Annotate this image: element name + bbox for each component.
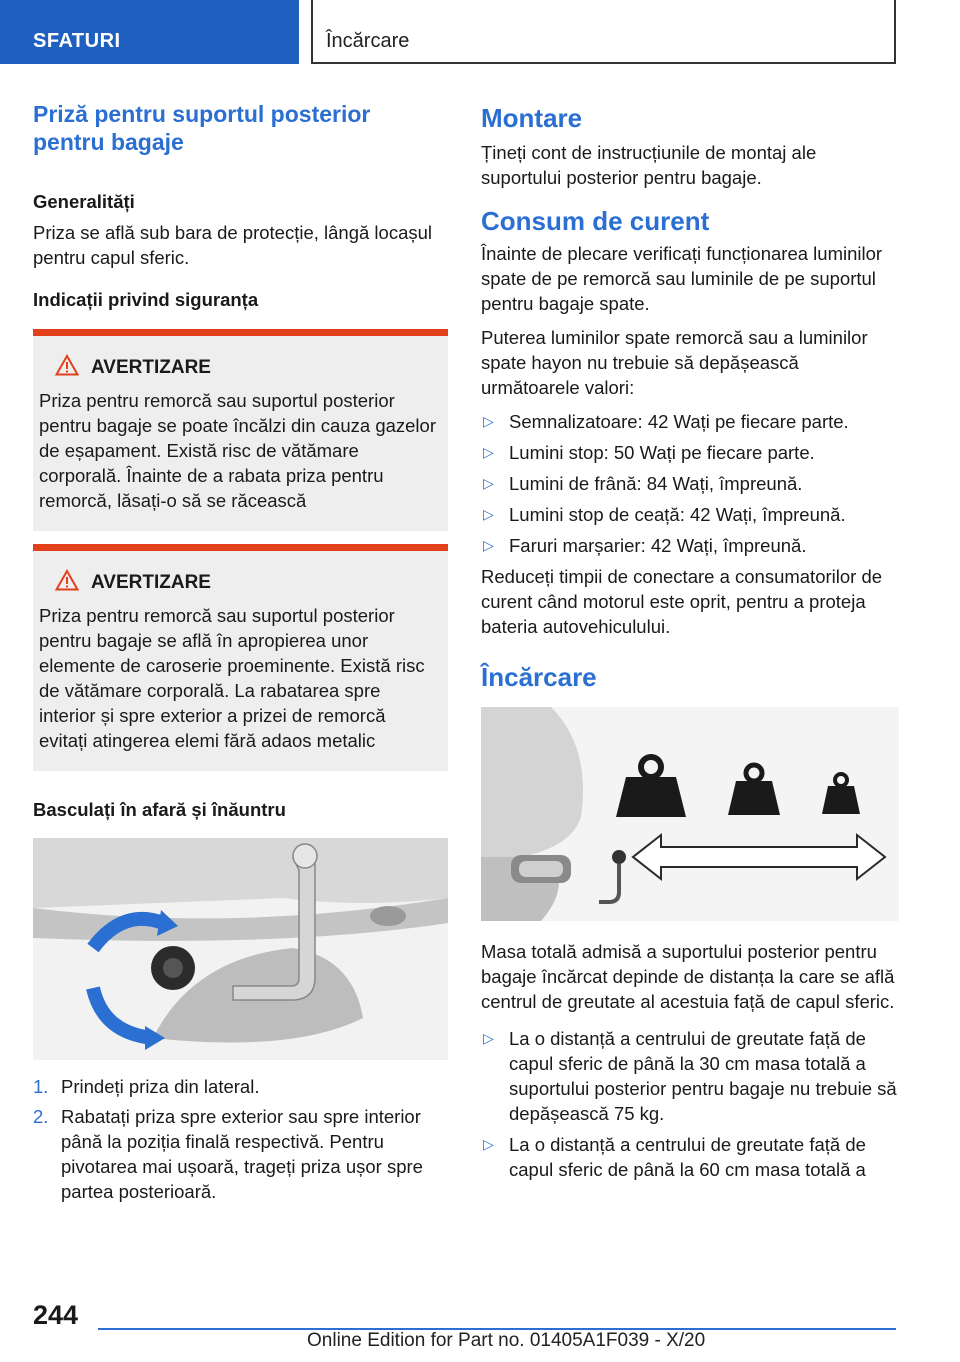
triangle-bullet-icon: ▷: [483, 413, 494, 429]
general-text: Priza se află sub bara de protecție, lângă locașul pentru capul sferic.: [33, 222, 433, 268]
load-distance-illustration: [481, 707, 899, 921]
triangle-bullet-icon: ▷: [483, 506, 494, 522]
power-text-3: Reduceți timpii de conectare a consumatorilor de curent când motorul este oprit, pentru a proteja bateria autovehiculului.: [481, 566, 883, 637]
chapter-tab: [311, 0, 896, 64]
power-text-1: Înainte de plecare verificați funcționarea luminilor spate de pe remorcă sau luminile de pe suportul pentru bagaje spate.: [481, 243, 883, 314]
triangle-bullet-icon: ▷: [483, 1136, 494, 1152]
warning-triangle-icon: [55, 569, 79, 597]
right-column: [481, 100, 899, 1188]
warning-text: Priza pentru remorcă sau suportul posterior pentru bagaje se poate încălzi din cauza gazelor de eșapament. Există risc de vătămare corporală. Înainte de a rabata priza pentru remorcă, lăsați-o să se răcească: [39, 390, 436, 511]
left-column: [33, 100, 448, 1209]
section-label: SFATURI: [33, 30, 121, 52]
triangle-bullet-icon: ▷: [483, 444, 494, 460]
mount-heading: Montare: [481, 103, 583, 133]
warning-title: AVERTIZARE: [33, 336, 448, 382]
list-item: ▷ La o distanță a centrului de greutate față de capul sferic de până la 30 cm masa totală a suportului posterior pentru bagaje nu trebuie să depășească 75 kg.: [483, 1028, 897, 1124]
power-text-2: Puterea luminilor spate remorcă sau a luminilor spate hayon nu trebuie să depășească următoarele valori:: [481, 327, 868, 398]
load-text: Masa totală admisă a suportului posterior pentru bagaje încărcat depinde de distanța la care se află centrul de greutate al acestuia față de capul sferic.: [481, 941, 895, 1012]
list-item: ▷ Faruri marșarier: 42 Wați, împreună.: [483, 535, 807, 556]
warning-box-2: [33, 544, 448, 771]
triangle-bullet-icon: ▷: [483, 537, 494, 553]
safety-heading: Indicații privind siguranța: [33, 289, 259, 310]
warning-triangle-icon: [55, 354, 79, 382]
list-item: ▷ Lumini stop de ceață: 42 Wați, împreună.: [483, 504, 846, 525]
tow-socket-illustration: [33, 838, 448, 1060]
warning-text: Priza pentru remorcă sau suportul posterior pentru bagaje se află în apropierea unor elemente de caroserie proeminente. Există risc de vătămare corporală. La rabatarea spre interior și spre exterior a prizei de remorcă evitați atingerea elemi fără adaos metalic: [39, 605, 425, 751]
page-number: 244: [33, 1300, 79, 1330]
power-list: [481, 409, 899, 558]
section-tab: [0, 0, 299, 64]
section-title: Priză pentru suportul posterior pentru bagaje: [33, 101, 371, 155]
triangle-bullet-icon: ▷: [483, 1030, 494, 1046]
fold-heading: Basculați în afară și înăuntru: [33, 799, 286, 820]
list-item: ▷ Lumini stop: 50 Wați pe fiecare parte.: [483, 442, 815, 463]
general-heading: Generalități: [33, 191, 135, 212]
step-list: [33, 1074, 448, 1204]
edition-text: Online Edition for Part no. 01405A1F039 - X/20: [307, 1330, 706, 1351]
list-item: ▷ La o distanță a centrului de greutate față de capul sferic de până la 60 cm masa totală a: [483, 1134, 866, 1180]
list-item: ▷ Lumini de frână: 84 Wați, împreună.: [483, 473, 803, 494]
load-heading: Încărcare: [481, 662, 597, 692]
mount-text: Țineți cont de instrucțiunile de montaj ale suportului posterior pentru bagaje.: [481, 142, 817, 188]
list-item: 2. Rabatați priza spre exterior sau spre interior până la poziția finală respectivă. Pentru pivotarea mai ușoară, trageți priza ușor spre partea posterioară.: [33, 1106, 423, 1202]
power-heading: Consum de curent: [481, 206, 710, 236]
list-item: ▷ Semnalizatoare: 42 Wați pe fiecare parte.: [483, 411, 849, 432]
chapter-label: Încărcare: [326, 30, 410, 52]
warning-box-1: [33, 329, 448, 531]
warning-title: AVERTIZARE: [33, 551, 448, 597]
list-item: 1. Prindeți priza din lateral.: [33, 1076, 260, 1097]
triangle-bullet-icon: ▷: [483, 475, 494, 491]
load-list: [481, 1026, 899, 1182]
